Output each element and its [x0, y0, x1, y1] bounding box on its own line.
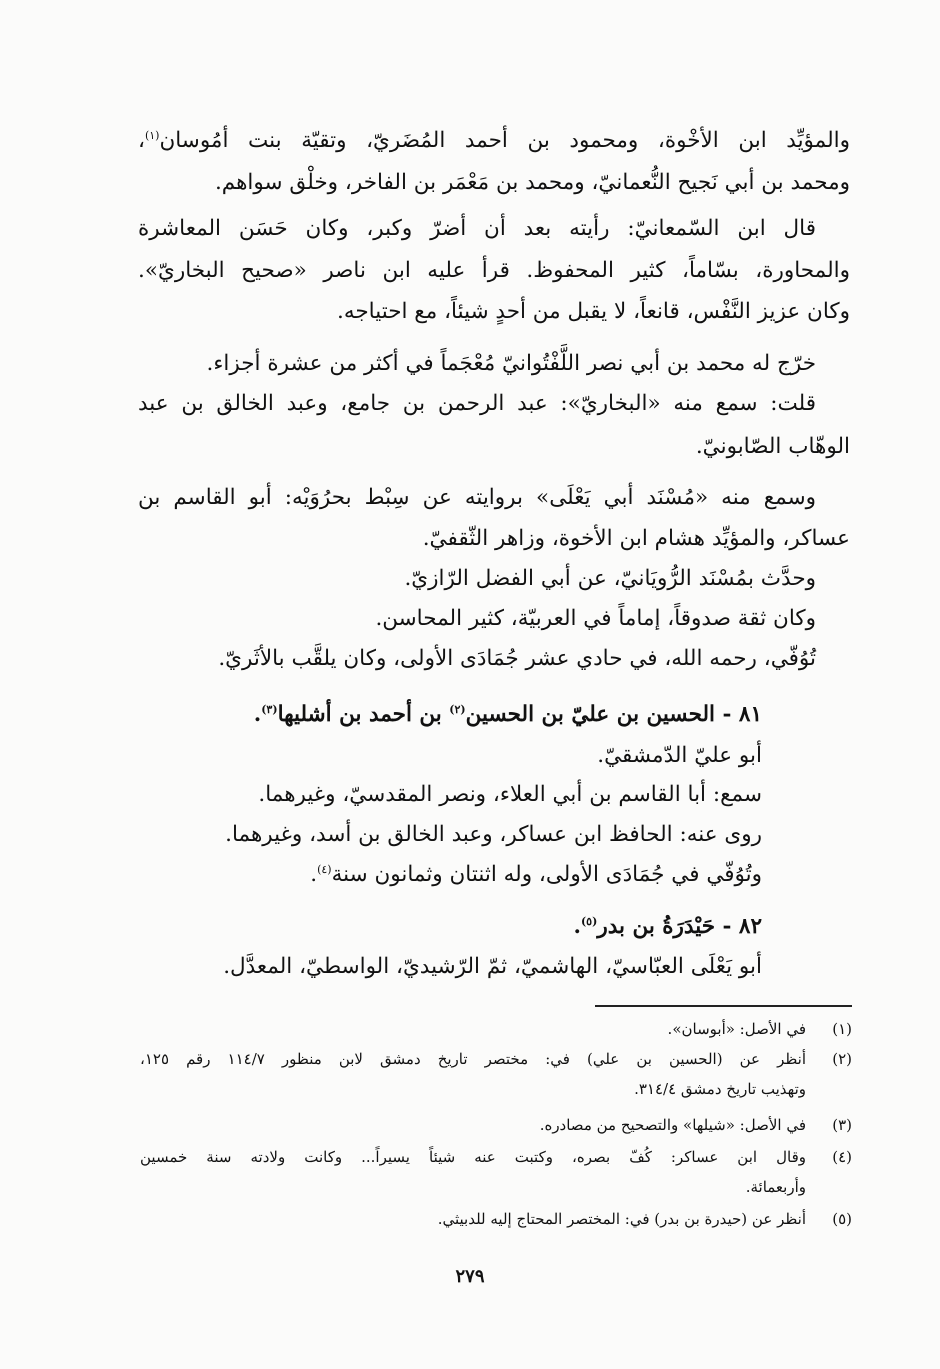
footnote-divider	[595, 1005, 852, 1007]
footnote-ref-1: (١)	[144, 129, 160, 142]
body-line-4: والمحاورة، بسّاماً، كثير المحفوظ. قرأ عليه ابن ناصر «صحيح البخاريّ».	[138, 258, 850, 283]
body-line-6: خرّج له محمد بن أبي نصر اللَّفْتُوانيّ مُعْجَماً في أكثر من عشرة أجزاء.	[206, 351, 816, 376]
body-line-7: قلت: سمع منه «البخاريّ»: عبد الرحمن بن جامع، وعبد الخالق بن عبد	[138, 391, 816, 416]
footnote-3: (٣) في الأصل: «شيلها» والتصحيح من مصادره.	[539, 1116, 852, 1134]
body-line-3: قال ابن السّمعانيّ: رأيته بعد أن أضرّ وكبر، وكان حَسَن المعاشرة	[138, 216, 816, 241]
body-line-1: والمؤيِّد ابن الأخْوة، ومحمود بن أحمد المُضَريّ، وتقيّة بنت أمُوسان$^{(١)}$،	[138, 128, 850, 154]
entry-81-rawa: روى عنه: الحافظ ابن عساكر، وعبد الخالق بن أسد، وغيرهما.	[225, 822, 762, 847]
entry-81-death: وتُوُفّي في جُمَادَى الأولى، وله اثنتان وثمانون سنة$^{(٤)}$.	[310, 862, 762, 888]
body-line-10: عساكر، والمؤيِّد هشام ابن الأخوة، وزاهر الثّقفيّ.	[422, 526, 850, 551]
body-line-9: وسمع منه «مُسْنَد أبي يَعْلَى» بروايته عن سِبْط بحرُوَيْه: أبو القاسم بن	[138, 485, 816, 510]
entry-81-kunya: أبو عليّ الدّمشقيّ.	[597, 743, 762, 768]
entry-82-kunya: أبو يَعْلَى العبّاسيّ، الهاشميّ، ثمّ الرّشيديّ، الواسطيّ، المعدَّل.	[223, 954, 762, 979]
footnote-ref-2: (٢)	[449, 703, 466, 716]
footnote-2-cont: وتهذيب تاريخ دمشق ٣١٤/٤.	[634, 1080, 806, 1098]
footnote-ref-4: (٤)	[317, 863, 332, 876]
body-line-11: وحدَّث بمُسْنَد الرُّويَانيّ، عن أبي الفضل الرّازيّ.	[404, 566, 816, 591]
footnote-1: (١) في الأصل: «أبوسان».	[667, 1020, 852, 1038]
body-line-5: وكان عزيز النَّفْس، قانعاً، لا يقبل من أحدٍ شيئاً، مع احتياجه.	[337, 299, 850, 324]
footnote-4: (٤) وقال ابن عساكر: كُفّ بصره، وكتبت عنه شيئاً يسيراً... وكانت ولادته سنة خمسين	[140, 1148, 852, 1166]
footnote-ref-3: (٣)	[261, 703, 278, 716]
footnote-2: (٢) أنظر عن (الحسين بن علي) في: مختصر تاريخ دمشق لابن منظور ١١٤/٧ رقم ١٢٥،	[140, 1050, 852, 1068]
page-number: ٢٧٩	[455, 1266, 485, 1287]
entry-82-heading: ٨٢ - حَيْدَرَةُ بن بدر$^{(٥)}$.	[573, 914, 762, 940]
entry-81-sama: سمع: أبا القاسم بن أبي العلاء، ونصر المقدسيّ، وغيرهما.	[258, 782, 762, 807]
footnote-4-cont: وأربعمائة.	[745, 1178, 806, 1196]
body-line-8: الوهّاب الصّابونيّ.	[695, 434, 850, 459]
body-line-2: ومحمد بن أبي نَجيح النُّعمانيّ، ومحمد بن مَعْمَر بن الفاخر، وخلْق سواهم.	[214, 170, 850, 195]
body-line-13: تُوُفّي، رحمه الله، في حادي عشر جُمَادَى الأولى، وكان يلقَّب بالأثَريّ.	[218, 646, 816, 671]
entry-81-heading: ٨١ - الحسين بن عليّ بن الحسين$^{(٢)}$ بن أحمد بن أشليها$^{(٣)}$.	[253, 702, 762, 728]
body-line-12: وكان ثقة صدوقاً، إماماً في العربيّة، كثير المحاسن.	[375, 606, 816, 631]
footnote-ref-5: (٥)	[580, 915, 598, 928]
footnote-5: (٥) أنظر عن (حيدرة بن بدر) في: المختصر المحتاج إليه للدبيثي.	[437, 1210, 852, 1228]
